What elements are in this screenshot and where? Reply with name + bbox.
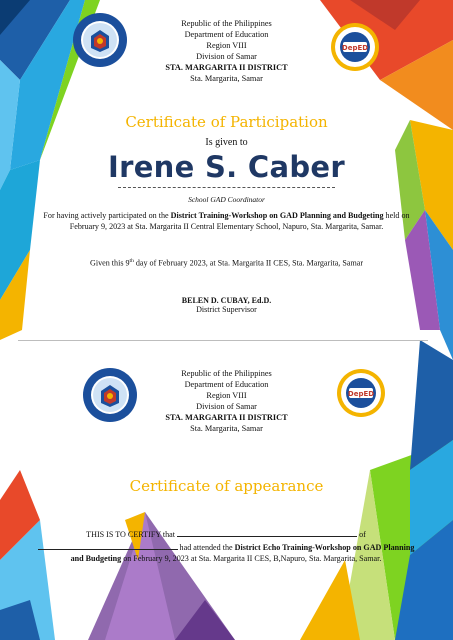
attended-prefix: had attended the [177,543,235,552]
header-division: Division of Samar [196,52,257,61]
certificate-title: Certificate of Participation [125,113,328,131]
given-date-sup: th [129,258,134,264]
deped-logo-text: DepED [341,44,369,52]
event-name: District Training-Workshop on GAD Planning and Budgeting [170,211,384,220]
signatory-name: BELEN D. CUBAY, Ed.D. [181,296,272,305]
deped-logo-text-2: DepED [347,390,375,398]
header-department: Department of Education [184,30,269,39]
given-date-prefix: Given this 9 [89,258,130,268]
signatory-block [0,296,453,314]
given-date-suffix: day of February 2023, at Sta. Margarita II CES, Sta. Margarita, Samar [133,258,364,268]
participation-statement [30,211,423,232]
header-location-2: Sta. Margarita, Samar [190,424,263,433]
given-date-line [30,256,423,269]
header-district: STA. MARGARITA II DISTRICT [165,63,288,72]
district-seal-icon-2 [336,368,386,418]
header-district-2: STA. MARGARITA II DISTRICT [165,413,288,422]
statement-prefix: For having actively participated on the [43,211,171,220]
header-block-2 [120,368,333,434]
appearance-suffix: on February 9, 2023 at Sta. Margarita II CES, B,Napuro, Sta. Margarita, Samar. [121,554,382,563]
appearance-statement [36,527,416,564]
header-location: Sta. Margarita, Samar [190,74,263,83]
header-republic-2: Republic of the Philippines [181,369,272,378]
statement-suffix: held on February 9, 2023 at Sta. Margarita II Central Elementary School, Napuro, Sta. Margarita, Samar. [69,211,410,231]
recipient-role: School GAD Coordinator [188,195,265,204]
school-blank[interactable] [38,540,178,550]
certificate-title-2: Certificate of appearance [129,477,324,495]
recipient-name: Irene S. Caber [108,150,345,184]
header-division-2: Division of Samar [196,402,257,411]
certify-of: of [357,530,366,539]
name-blank[interactable] [177,527,357,537]
section-divider [18,340,428,341]
signatory-title: District Supervisor [196,305,257,314]
certify-prefix: THIS IS TO CERTIFY that [86,530,178,539]
header-republic: Republic of the Philippines [181,19,272,28]
header-block [120,18,333,84]
header-region: Region VIII [206,41,247,50]
header-department-2: Department of Education [184,380,269,389]
given-to-label: Is given to [205,137,248,148]
name-underline [118,187,335,188]
event-name-2: District Echo Training-Workshop on GAD Planning and Budgeting [70,543,415,563]
header-region-2: Region VIII [206,391,247,400]
district-seal-icon [330,22,380,72]
